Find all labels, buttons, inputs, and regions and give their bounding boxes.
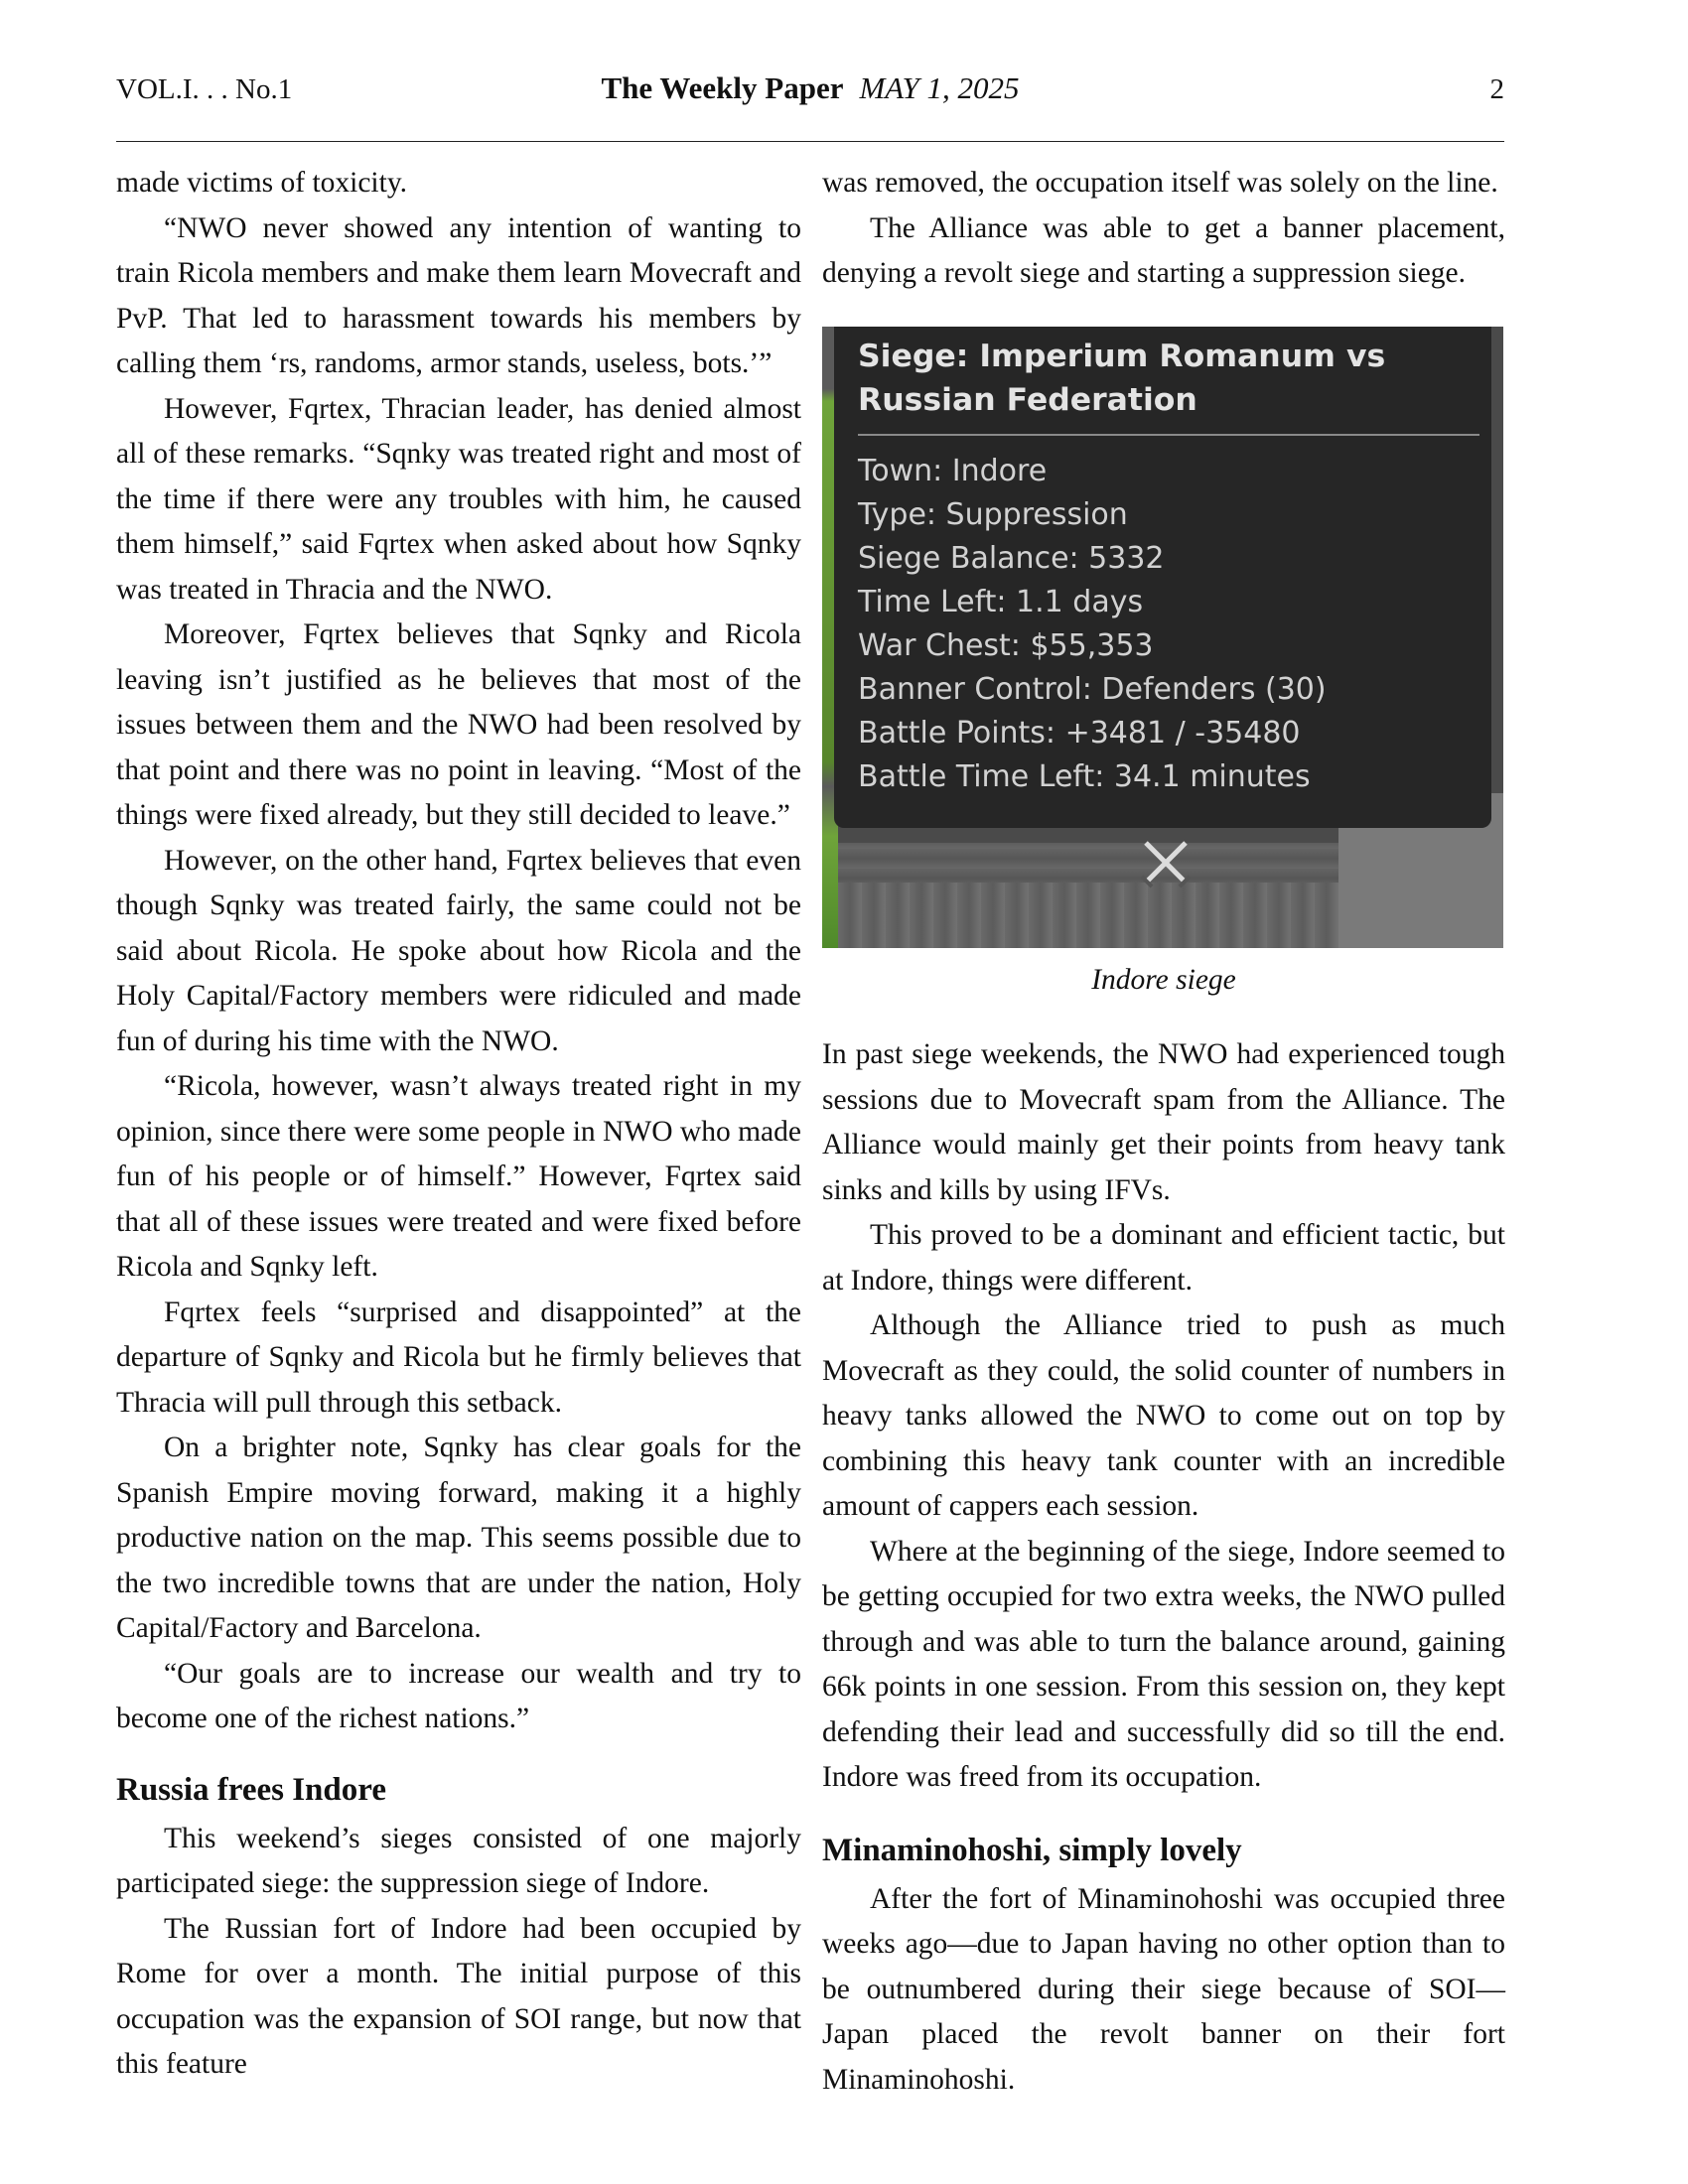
crossed-swords-icon [1136,833,1196,892]
volume-label: VOL.I. . . No.1 [116,73,293,105]
issue-date: MAY 1, 2025 [859,70,1020,105]
paragraph: In past siege weekends, the NWO had experienced tough sessions due to Movecraft spam from the Alliance. The Alliance would mainly get their points from heavy tank sinks and kills by using IFVs. [822,1038,1505,1206]
paragraph: On a brighter note, Sqnky has clear goals for the Spanish Empire moving forward, making it a highly productive nation on the map. This seems possible due to the two incredible towns that are under the nation, Holy Capital/Factory and Barcelona. [116,1432,801,1644]
page-header [116,66,1504,113]
paragraph: However, on the other hand, Fqrtex believes that even though Sqnky was treated fairly, the same could not be said about Ricola. He spoke about how Ricola and the Holy Capital/Factory members were ridiculed and made fun of during his time with the NWO. [116,844,801,1057]
figure-caption: Indore siege [1091,963,1236,996]
tooltip-lines [858,450,1483,799]
tooltip-line: Type: Suppression [858,496,1128,532]
left-column [116,161,801,2088]
tooltip-line: Battle Points: +3481 / -35480 [858,715,1301,751]
paragraph: “Ricola, however, wasn’t always treated right in my opinion, since there were some people in NWO who made fun of his people or of himself.” However, Fqrtex said that all of these issues were treated and were fixed before Ricola and Sqnky left. [116,1070,801,1283]
paragraph: “NWO never showed any intention of wanting to train Ricola members and make them learn Movecraft and PvP. That led to harassment towards his members by calling them ‘rs, randoms, armor stands, useless, bots.’” [116,211,801,379]
paper-title: The Weekly Paper [601,70,844,105]
paragraph: This weekend’s sieges consisted of one majorly participated siege: the suppression siege of Indore. [116,1822,801,1899]
paragraph: This proved to be a dominant and efficient tactic, but at Indore, things were different. [822,1219,1505,1297]
paragraph: After the fort of Minaminohoshi was occupied three weeks ago—due to Japan having no other option than to be outnumbered during their siege because of SOI—Japan placed the revolt banner on their fort Minaminohoshi. [822,1882,1505,2096]
right-column [822,161,1505,2103]
paragraph: The Alliance was able to get a banner placement, denying a revolt siege and starting a suppression siege. [822,211,1505,289]
paragraph: Where at the beginning of the siege, Indore seemed to be getting occupied for two extra weeks, the NWO pulled through and was able to turn the balance around, gaining 66k points in one session. From this session on, they kept defending their lead and successfully did so till the end. Indore was freed from its occupation. [822,1535,1505,1793]
masthead [116,70,1504,106]
siege-screenshot [822,327,1503,948]
page-number: 2 [1489,73,1504,105]
paragraph: However, Fqrtex, Thracian leader, has denied almost all of these remarks. “Sqnky was treated right and most of the time if there were any troubles with him, he caused them himself,” said Fqrtex when asked about how Sqnky was treated in Thracia and the NWO. [116,392,801,606]
tooltip-line: Banner Control: Defenders (30) [858,671,1327,707]
section-heading-russia: Russia frees Indore [116,1771,386,1808]
paragraph: Although the Alliance tried to push as much Movecraft as they could, the solid counter of numbers in heavy tanks allowed the NWO to come out on top by combining this heavy tank counter with an incredible amount of cappers each session. [822,1309,1505,1522]
header-divider [116,141,1504,142]
paragraph: Moreover, Fqrtex believes that Sqnky and Ricola leaving isn’t justified as he believes that most of the issues between them and the NWO had been resolved by that point and there was no point in leaving. “Most of the things were fixed already, but they still decided to leave.” [116,618,801,831]
tooltip-line: Battle Time Left: 34.1 minutes [858,758,1311,794]
paragraph: Fqrtex feels “surprised and disappointed” at the departure of Sqnky and Ricola but he firmly believes that Thracia will pull through this setback. [116,1296,801,1419]
paragraph: was removed, the occupation itself was solely on the line. [822,167,1498,199]
tooltip-line: Town: Indore [858,453,1048,488]
paragraph: made victims of toxicity. [116,167,408,199]
section-heading-minaminohoshi: Minaminohoshi, simply lovely [822,1832,1242,1868]
siege-tooltip [834,327,1491,828]
tooltip-title: Siege: Imperium Romanum vs Russian Federation [858,338,1386,418]
tooltip-separator [858,434,1479,436]
tooltip-line: War Chest: $55,353 [858,627,1154,663]
tooltip-line: Siege Balance: 5332 [858,540,1165,576]
paragraph: The Russian fort of Indore had been occupied by Rome for over a month. The initial purpose of this occupation was the expansion of SOI range, but now that this feature [116,1912,801,2080]
tooltip-line: Time Left: 1.1 days [858,584,1144,619]
paragraph: “Our goals are to increase our wealth and try to become one of the richest nations.” [116,1657,801,1734]
